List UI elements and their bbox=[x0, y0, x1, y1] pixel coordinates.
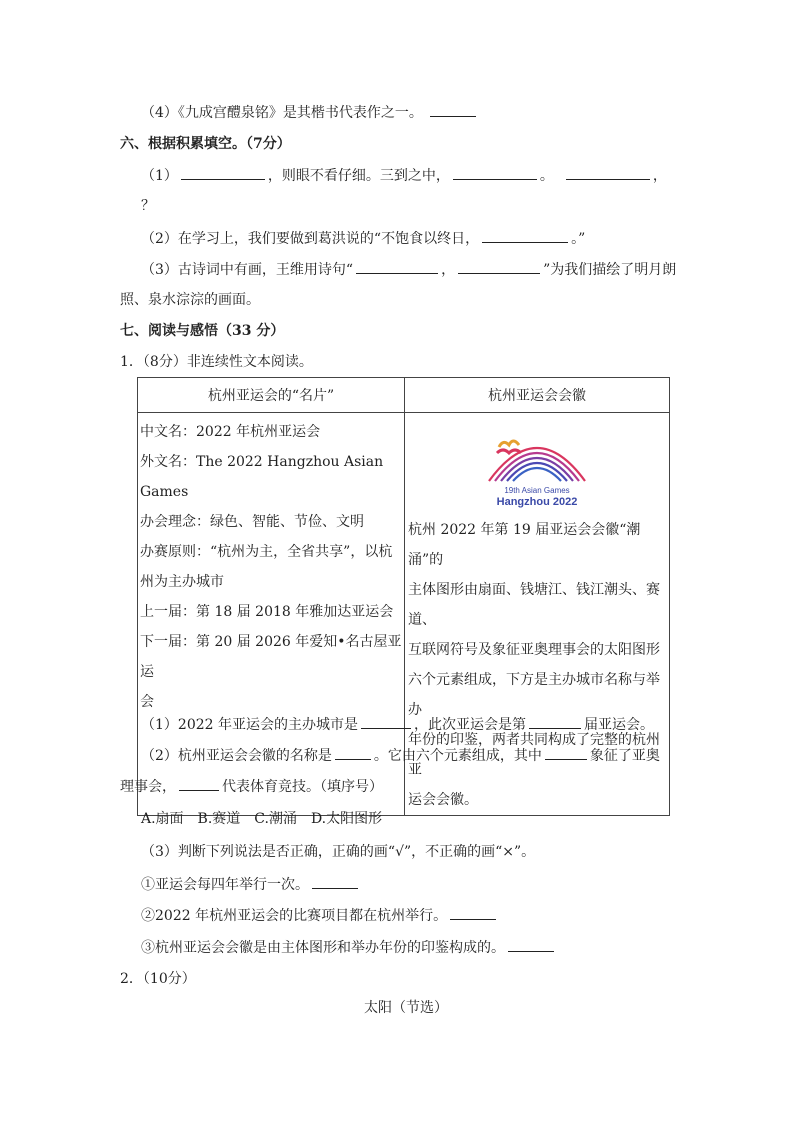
answer-blank[interactable] bbox=[458, 259, 540, 274]
item-text: （2）在学习上，我们要做到葛洪说的“不饱食以终日， bbox=[141, 231, 480, 247]
table-line: 中文名：2022 年杭州亚运会 bbox=[140, 424, 321, 440]
item-text: ”为我们描绘了明月朗 bbox=[543, 262, 677, 278]
item-text: （1）2022 年亚运会的主办城市是 bbox=[141, 717, 358, 733]
section7-title: 七、阅读与感悟（33 分） bbox=[120, 323, 285, 339]
item-number: （1） bbox=[141, 168, 178, 184]
table-line: 外文名：The 2022 Hangzhou Asian Games bbox=[140, 454, 384, 500]
table-line: 运会会徽。 bbox=[408, 792, 478, 808]
table-line: 年份的印鉴，两者共同构成了完整的杭州亚 bbox=[408, 732, 660, 778]
table-head-left: 杭州亚运会的“名片” bbox=[138, 378, 405, 413]
q1-sub3: （3）判断下列说法是否正确，正确的画“√”，不正确的画“×”。 bbox=[141, 844, 536, 860]
answer-blank[interactable] bbox=[545, 745, 587, 760]
item-text: （3）古诗词中有画，王维用诗句“ bbox=[141, 262, 354, 278]
answer-blank[interactable] bbox=[450, 905, 496, 920]
table-head-right: 杭州亚运会会徽 bbox=[405, 378, 670, 413]
q1-title: 1．（8分）非连续性文本阅读。 bbox=[120, 354, 313, 370]
section6-title: 六、根据积累填空。（7分） bbox=[120, 136, 291, 152]
sec6-item2 bbox=[141, 228, 585, 249]
table-line: 办赛原则：“杭州为主，全省共享”，以杭 bbox=[140, 544, 393, 560]
item-text: （2）杭州亚运会会徽的名称是 bbox=[141, 748, 332, 764]
item-text: ，此次亚运会是第 bbox=[414, 717, 526, 733]
answer-blank[interactable] bbox=[482, 228, 568, 243]
sec6-item3 bbox=[141, 259, 676, 280]
item-text: 。它由六个元素组成，其中 bbox=[373, 748, 542, 764]
judge-3 bbox=[141, 937, 557, 958]
table-line: 杭州 2022 年第 19 届亚运会会徽“潮涌”的 bbox=[408, 522, 641, 568]
table-line: 州为主办城市 bbox=[140, 574, 224, 590]
judge-2 bbox=[141, 905, 499, 926]
q1-sub2-cont bbox=[120, 776, 383, 797]
item-text: 代表体育竞技。（填序号） bbox=[222, 779, 383, 795]
answer-blank[interactable] bbox=[453, 165, 537, 180]
item-text: ， bbox=[441, 262, 456, 278]
answer-blank[interactable] bbox=[356, 259, 438, 274]
table-line: 上一届：第 18 届 2018 年雅加达亚运会 bbox=[140, 604, 394, 620]
answer-blank[interactable] bbox=[361, 714, 411, 729]
logo-text-line2: Hangzhou 2022 bbox=[496, 496, 578, 508]
item-text: ， bbox=[652, 168, 667, 184]
logo-text-line1: 19th Asian Games bbox=[504, 486, 570, 495]
item-text: 。 bbox=[539, 168, 554, 184]
sec6-item1-cont: ？ bbox=[141, 198, 155, 214]
item-text: 届亚运会。 bbox=[584, 717, 654, 733]
item-text: 理事会， bbox=[120, 779, 176, 795]
answer-blank[interactable] bbox=[179, 776, 219, 791]
q5-item4 bbox=[141, 102, 479, 123]
judge-1 bbox=[141, 874, 361, 895]
answer-blank[interactable] bbox=[181, 165, 265, 180]
table-line: 下一届：第 20 届 2026 年爱知•名古屋亚运 bbox=[140, 634, 402, 680]
item-text: ②2022 年杭州亚运会的比赛项目都在杭州举行。 bbox=[141, 908, 448, 924]
answer-blank[interactable] bbox=[529, 714, 581, 729]
options-line: A.扇面 B.赛道 C.潮涌 D.太阳图形 bbox=[141, 811, 383, 827]
table-line: 主体图形由扇面、钱塘江、钱江潮头、赛道、 bbox=[408, 582, 660, 628]
table-line: 互联网符号及象征亚奥理事会的太阳图形 bbox=[408, 642, 660, 658]
q1-sub2 bbox=[141, 745, 660, 766]
table-line: 会 bbox=[140, 694, 154, 710]
item-text: ，则眼不看仔细。三到之中， bbox=[267, 168, 450, 184]
table-line: 六个元素组成，下方是主办城市名称与举办 bbox=[408, 672, 660, 718]
asian-games-logo bbox=[405, 413, 669, 515]
q2-title: 2．（10分） bbox=[120, 971, 196, 987]
sec6-item1 bbox=[141, 165, 667, 186]
q5-item4-text: （4）《九成宫醴泉铭》是其楷书代表作之一。 bbox=[141, 105, 423, 121]
asian-games-emblem-icon bbox=[477, 423, 597, 509]
item-text: ③杭州亚运会会徽是由主体图形和举办年份的印鉴构成的。 bbox=[141, 940, 505, 956]
passage-title: 太阳（节选） bbox=[364, 1000, 448, 1016]
item-text: ①亚运会每四年举行一次。 bbox=[141, 877, 309, 893]
item-text: 象征了亚奥 bbox=[589, 748, 660, 764]
answer-blank[interactable] bbox=[508, 937, 554, 952]
table-line: 办会理念：绿色、智能、节俭、文明 bbox=[140, 514, 364, 530]
answer-blank[interactable] bbox=[430, 102, 476, 117]
item-text: 。” bbox=[571, 231, 586, 247]
answer-blank[interactable] bbox=[312, 874, 358, 889]
q1-sub1 bbox=[141, 714, 654, 735]
answer-blank[interactable] bbox=[566, 165, 650, 180]
sec6-item3-cont: 照、泉水淙淙的画面。 bbox=[120, 292, 260, 308]
answer-blank[interactable] bbox=[335, 745, 371, 760]
